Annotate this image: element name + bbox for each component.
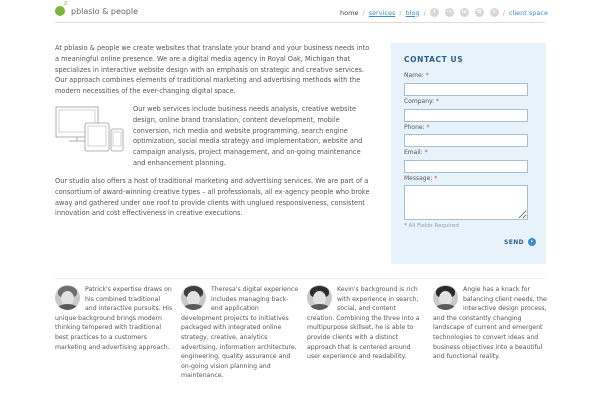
team-member-bio: Theresa's digital experience includes managing back-end application development projects to initiatives packaged with integrated online strategy, creative, analytics advertising, information architecture, engineering, quality assurance and on-going vision planning and maintenance. (181, 286, 299, 380)
team-member-bio: Patrick's expertise draws on his combined traditional and interactive pursuits. His unique background brings modern thinking tempered with traditional best practices to a customers marketing and advertising approach. (55, 286, 173, 351)
nav-services-link[interactable]: services (368, 8, 396, 17)
company-field[interactable] (404, 109, 528, 122)
team-member-theresa (181, 285, 299, 385)
phone-field[interactable] (404, 134, 528, 147)
phone-label: Phone: * (404, 124, 430, 131)
send-button[interactable] (504, 238, 536, 246)
nav-separator: / (399, 8, 402, 17)
message-field[interactable] (404, 185, 528, 220)
contact-title: CONTACT US (404, 55, 464, 64)
logo-text: pblasio & people (71, 6, 139, 16)
linkedin-icon[interactable]: in (460, 8, 469, 17)
email-field[interactable] (404, 160, 528, 173)
nav-separator: / (502, 8, 505, 17)
services-paragraph: Our web services include business needs analysis, creative website design, online brand translation, content development, mobile conversion, rich media and website programming, search engine optimization, social media strategy and implementation, website and campaign analysis, project management, and on-going maintenance and enhancement planning. (133, 105, 363, 167)
message-label: Message: * (404, 175, 438, 182)
team-member-patrick (55, 285, 173, 385)
flickr-icon[interactable]: •• (446, 10, 453, 15)
name-field[interactable] (404, 83, 528, 96)
name-label: Name: * (404, 72, 429, 79)
client-space-link[interactable]: client space (509, 8, 548, 17)
team-member-bio: Kevin's background is rich with experience in search, social, and content creation. Combining the three into a multipurpose skillset, he is able to provide clients with a distinct approach that is centered around user experience and readability. (307, 286, 420, 361)
contact-panel (391, 43, 546, 264)
nav-home-link[interactable]: home (340, 8, 359, 17)
facebook-icon[interactable]: f (430, 8, 439, 17)
company-label: Company: * (404, 98, 440, 105)
team-member-bio: Angie has a knack for balancing client needs, the interactive design process, and the constantly changing landscape of current and emergent technologies to convert ideas and business objectives into a beautiful and functional reality. (433, 286, 547, 361)
team-member-kevin (307, 285, 425, 385)
top-nav (340, 8, 548, 17)
send-label: SEND (504, 238, 525, 246)
studio-paragraph: Our studio also offers a host of traditional marketing and advertising services. We are part of a consortium of award-winning creative types – all professionals, all ex-agency people who broke away and gathered under one roof to provide clients with unglued responsiveness, consistent innovation and cost effectiveness in creative executions. (55, 177, 370, 218)
devices-illustration-icon (55, 105, 125, 153)
header-divider (55, 22, 545, 23)
twitter-icon[interactable]: t (490, 8, 499, 17)
arrow-right-icon: › (528, 238, 536, 246)
email-label: Email: * (404, 149, 428, 156)
intro-paragraph: At pblasio & people we create websites that translate your brand and your business needs into a meaningful online presence. We are a digital media agency in Royal Oak, Michigan that specializes in interactive website design with an emphasis on strategic and creative services. Our approach combines elements of traditional marketing and advertising methods with the modern necessities of the ever-changing digital space. (55, 44, 370, 96)
logo-mark (55, 1, 68, 16)
site-header (0, 0, 600, 28)
nav-separator: / (362, 8, 365, 17)
nav-separator: / (423, 8, 426, 17)
site-logo[interactable] (55, 1, 139, 16)
instagram-icon[interactable]: ◘ (475, 8, 484, 17)
team-member-angie (433, 285, 551, 385)
required-note: * All Fields Required (404, 223, 459, 229)
logo-sup: 2 (64, 1, 68, 7)
team-divider (55, 278, 545, 279)
nav-blog-link[interactable]: blog (405, 8, 420, 17)
